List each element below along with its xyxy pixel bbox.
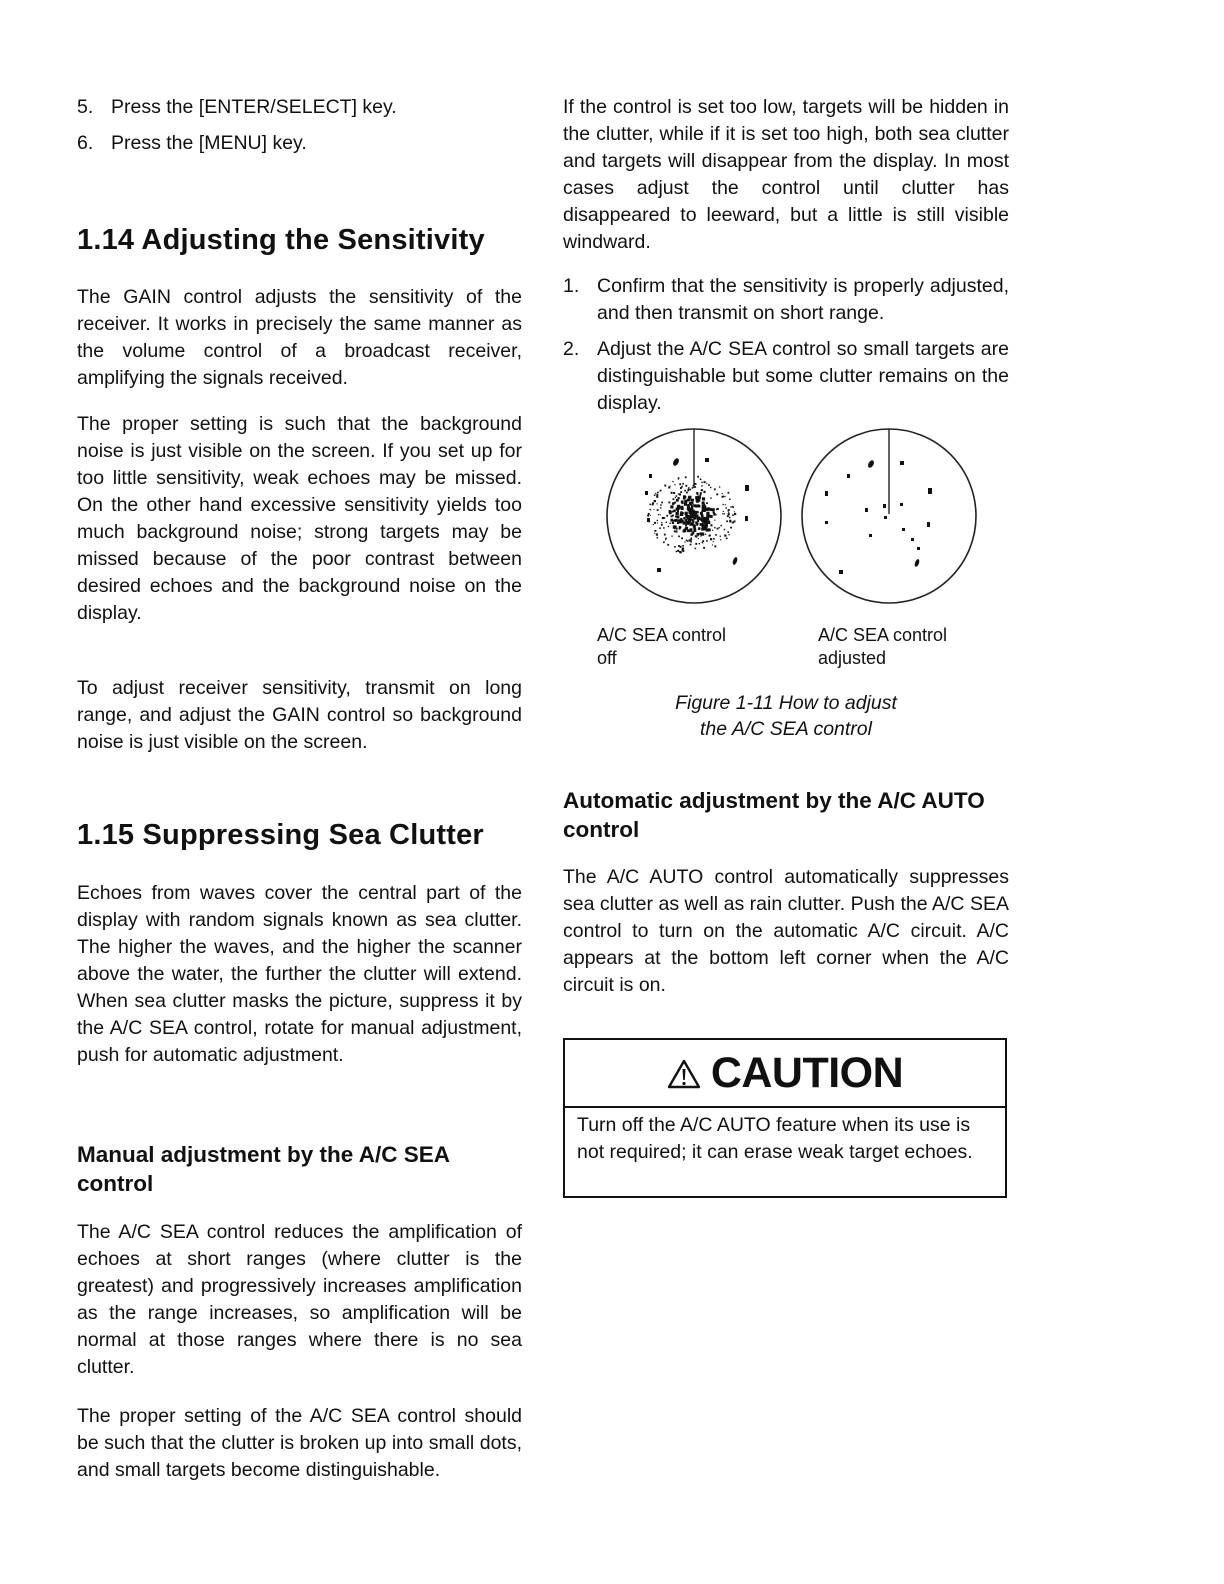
clutter-dot bbox=[677, 550, 679, 552]
clutter-dot bbox=[680, 546, 682, 548]
clutter-dot bbox=[703, 509, 706, 512]
clutter-dot bbox=[693, 527, 695, 529]
clutter-dot bbox=[653, 524, 654, 525]
clutter-dot bbox=[696, 522, 698, 524]
clutter-dot bbox=[656, 496, 658, 498]
clutter-dot bbox=[657, 523, 658, 524]
clutter-dot bbox=[728, 492, 730, 494]
clutter-dot bbox=[660, 507, 661, 508]
clutter-dot bbox=[656, 494, 658, 496]
clutter-dot bbox=[674, 546, 676, 548]
clutter-dot bbox=[727, 515, 729, 517]
clutter-dot bbox=[701, 485, 702, 486]
clutter-dot bbox=[707, 507, 710, 510]
clutter-dot bbox=[657, 503, 658, 504]
clutter-dot bbox=[664, 534, 666, 536]
clutter-dot bbox=[684, 490, 686, 492]
radar-scope-off bbox=[607, 429, 781, 603]
clutter-dot bbox=[710, 487, 711, 488]
clutter-dot bbox=[685, 485, 687, 487]
clutter-dot bbox=[657, 509, 659, 511]
clutter-dot bbox=[697, 518, 699, 520]
clutter-dot bbox=[654, 500, 655, 501]
figure-title: Figure 1-11 How to adjust the A/C SEA control bbox=[675, 692, 897, 740]
clutter-dot bbox=[676, 499, 679, 502]
clutter-dot bbox=[698, 527, 701, 530]
clutter-dot bbox=[663, 527, 665, 529]
clutter-dot bbox=[649, 509, 650, 510]
clutter-dot bbox=[702, 540, 704, 542]
clutter-dot bbox=[683, 530, 685, 532]
clutter-dot bbox=[695, 486, 697, 488]
clutter-dot bbox=[656, 534, 658, 536]
clutter-dot bbox=[734, 513, 736, 515]
clutter-dot bbox=[673, 492, 675, 494]
clutter-dot bbox=[682, 502, 684, 504]
paragraph: The A/C SEA control reduces the amplification of echoes at short ranges (where clutter is the greatest) and progressively increases amplification as the range increases, so amplification will be normal at those ranges where there is no sea clutter. bbox=[77, 1221, 522, 1378]
clutter-dot bbox=[697, 493, 699, 495]
clutter-dot bbox=[690, 544, 692, 546]
clutter-dot bbox=[657, 537, 659, 539]
clutter-dot bbox=[681, 508, 683, 510]
clutter-dot bbox=[691, 502, 693, 504]
clutter-dot bbox=[664, 541, 665, 542]
clutter-dot bbox=[676, 551, 677, 552]
clutter-dot bbox=[671, 515, 673, 517]
caution-box bbox=[563, 1038, 1007, 1198]
paragraph: Echoes from waves cover the central part of the display with random signals known as sea clutter. The higher the waves, and the higher the scanner above the water, the further the clutter will extend. When sea clutter masks the picture, suppress it by the A/C SEA control, rotate for manual adjustment, push for automatic adjustment. bbox=[77, 882, 522, 1066]
clutter-dot bbox=[653, 509, 654, 510]
clutter-dot bbox=[722, 513, 723, 514]
subheading-manual: Manual adjustment by the A/C SEA control bbox=[77, 1142, 450, 1196]
clutter-dot bbox=[680, 552, 682, 554]
clutter-dot bbox=[671, 536, 672, 537]
clutter-dot bbox=[729, 499, 731, 501]
clutter-dot bbox=[679, 493, 681, 495]
clutter-dot bbox=[698, 538, 699, 539]
clutter-dot bbox=[670, 519, 673, 522]
clutter-dot bbox=[674, 528, 675, 529]
clutter-dot bbox=[729, 534, 730, 535]
clutter-dot bbox=[668, 487, 670, 489]
clutter-dot bbox=[696, 500, 699, 503]
clutter-dot bbox=[710, 497, 711, 498]
clutter-dot bbox=[691, 499, 694, 502]
clutter-dot bbox=[701, 489, 703, 491]
clutter-dot bbox=[692, 487, 694, 489]
clutter-dot bbox=[715, 515, 716, 516]
clutter-dot bbox=[734, 511, 735, 512]
clutter-dot bbox=[690, 522, 693, 525]
clutter-dot bbox=[688, 498, 691, 501]
clutter-dot bbox=[693, 512, 696, 515]
clutter-dot bbox=[686, 522, 689, 525]
clutter-dot bbox=[665, 539, 666, 540]
clutter-dot bbox=[673, 498, 675, 500]
clutter-dot bbox=[685, 476, 687, 478]
clutter-dot bbox=[709, 535, 711, 537]
clutter-dot bbox=[658, 514, 659, 515]
clutter-dot bbox=[695, 543, 697, 545]
clutter-dot bbox=[695, 548, 697, 550]
figure-caption-adjusted: A/C SEA control adjusted bbox=[818, 625, 948, 668]
figure-caption-off: A/C SEA control off bbox=[597, 625, 727, 668]
clutter-dot bbox=[680, 518, 683, 521]
paragraph: To adjust receiver sensitivity, transmit on long range, and adjust the GAIN control so background noise is just visible on the screen. bbox=[77, 677, 522, 753]
radar-figure bbox=[599, 428, 1019, 608]
clutter-dot bbox=[674, 484, 675, 485]
clutter-dot bbox=[661, 502, 663, 504]
clutter-dot bbox=[730, 527, 732, 529]
paragraph: The proper setting of the A/C SEA control should be such that the clutter is broken up into small dots, and small targets become distinguishable. bbox=[77, 1405, 522, 1481]
clutter-dot bbox=[673, 510, 676, 513]
clutter-dot bbox=[697, 535, 698, 536]
section-heading-1-15: 1.15 Suppressing Sea Clutter bbox=[77, 819, 484, 851]
clutter-dot bbox=[668, 502, 670, 504]
clutter-dot bbox=[676, 495, 678, 497]
clutter-dot bbox=[680, 491, 682, 493]
clutter-dot bbox=[655, 530, 657, 532]
clutter-dot bbox=[660, 490, 662, 492]
clutter-dot bbox=[699, 517, 702, 520]
clutter-dot bbox=[706, 483, 707, 484]
clutter-dot bbox=[666, 515, 668, 517]
clutter-dot bbox=[660, 504, 662, 506]
clutter-dot bbox=[712, 544, 713, 545]
clutter-dot bbox=[726, 507, 727, 508]
clutter-dot bbox=[678, 546, 679, 547]
caution-title: CAUTION bbox=[710, 1049, 904, 1097]
clutter-dot bbox=[689, 539, 691, 541]
clutter-dot bbox=[701, 515, 704, 518]
clutter-dot bbox=[728, 510, 730, 512]
target-echoes-adjusted bbox=[825, 459, 932, 574]
clutter-dot bbox=[661, 524, 663, 526]
clutter-dot bbox=[650, 504, 652, 506]
clutter-dot bbox=[732, 522, 734, 524]
clutter-dot bbox=[702, 542, 704, 544]
clutter-dot bbox=[697, 504, 699, 506]
clutter-dot bbox=[713, 541, 714, 542]
clutter-dot bbox=[654, 495, 656, 497]
paragraph: The GAIN control adjusts the sensitivity of the receiver. It works in precisely the same manner as the volume control of a broadcast receiver, amplifying the signals received. bbox=[77, 286, 522, 389]
step-list bbox=[563, 273, 1009, 417]
clutter-dot bbox=[723, 511, 724, 512]
clutter-dot bbox=[676, 512, 679, 515]
clutter-dot bbox=[678, 477, 680, 479]
clutter-dot bbox=[703, 547, 705, 549]
clutter-dot bbox=[714, 520, 715, 521]
clutter-dot bbox=[710, 508, 712, 510]
clutter-dot bbox=[688, 496, 690, 498]
warning-icon bbox=[667, 1059, 701, 1089]
clutter-dot bbox=[697, 476, 699, 478]
clutter-dot bbox=[647, 515, 649, 517]
clutter-dot bbox=[700, 492, 702, 494]
section-heading-1-14: 1.14 Adjusting the Sensitivity bbox=[77, 224, 485, 256]
clutter-dot bbox=[675, 516, 677, 518]
clutter-dot bbox=[700, 494, 702, 496]
clutter-dot bbox=[682, 545, 684, 547]
clutter-dot bbox=[728, 513, 730, 515]
clutter-dot bbox=[692, 514, 695, 517]
clutter-dot bbox=[722, 496, 724, 498]
clutter-dot bbox=[674, 530, 676, 532]
clutter-dot bbox=[669, 523, 670, 524]
clutter-dot bbox=[679, 483, 681, 485]
clutter-dot bbox=[726, 538, 728, 540]
clutter-dot bbox=[670, 505, 673, 508]
clutter-dot bbox=[680, 487, 682, 489]
clutter-dot bbox=[716, 514, 717, 515]
clutter-dot bbox=[720, 536, 721, 537]
clutter-dot bbox=[714, 488, 716, 490]
clutter-dot bbox=[715, 534, 717, 536]
clutter-dot bbox=[703, 491, 705, 493]
clutter-dot bbox=[706, 512, 709, 515]
clutter-dot bbox=[706, 528, 709, 531]
list-item: 6. Press the [MENU] key. bbox=[77, 132, 307, 154]
clutter-dot bbox=[729, 521, 731, 523]
clutter-dot bbox=[712, 508, 715, 511]
clutter-dot bbox=[692, 532, 695, 535]
clutter-dot bbox=[679, 526, 682, 529]
clutter-dot bbox=[726, 520, 728, 522]
sea-clutter-cluster bbox=[647, 476, 736, 554]
clutter-dot bbox=[676, 528, 678, 530]
clutter-dot bbox=[669, 510, 672, 513]
clutter-dot bbox=[683, 517, 685, 519]
clutter-dot bbox=[686, 540, 687, 541]
clutter-dot bbox=[673, 520, 675, 522]
clutter-dot bbox=[701, 533, 704, 536]
clutter-dot bbox=[686, 492, 688, 494]
clutter-dot bbox=[667, 544, 669, 546]
clutter-dot bbox=[681, 537, 683, 539]
clutter-dot bbox=[723, 504, 724, 505]
clutter-dot bbox=[684, 503, 687, 506]
list-item: 1. Confirm that the sensitivity is properly adjusted, and then transmit on short range. bbox=[563, 275, 1009, 324]
list-item: 5. Press the [ENTER/SELECT] key. bbox=[77, 96, 397, 118]
clutter-dot bbox=[713, 511, 715, 513]
clutter-dot bbox=[704, 481, 706, 483]
clutter-dot bbox=[672, 522, 674, 524]
clutter-dot bbox=[717, 528, 719, 530]
clutter-dot bbox=[705, 525, 708, 528]
step-list-top bbox=[77, 94, 525, 157]
clutter-dot bbox=[702, 520, 705, 523]
clutter-dot bbox=[719, 486, 720, 487]
clutter-dot bbox=[678, 497, 680, 499]
clutter-dot bbox=[654, 522, 656, 524]
clutter-dot bbox=[724, 496, 725, 497]
clutter-dot bbox=[724, 529, 726, 531]
clutter-dot bbox=[716, 493, 718, 495]
clutter-dot bbox=[691, 505, 693, 507]
clutter-dot bbox=[666, 522, 667, 523]
clutter-dot bbox=[696, 515, 698, 517]
clutter-dot bbox=[688, 487, 689, 488]
clutter-dot bbox=[677, 519, 679, 521]
clutter-dot bbox=[662, 517, 664, 519]
clutter-dot bbox=[707, 521, 710, 524]
clutter-dot bbox=[706, 540, 708, 542]
clutter-dot bbox=[700, 479, 701, 480]
clutter-dot bbox=[724, 535, 726, 537]
clutter-dot bbox=[684, 496, 687, 499]
clutter-dot bbox=[685, 541, 686, 542]
clutter-dot bbox=[732, 506, 733, 507]
clutter-dot bbox=[705, 534, 706, 535]
clutter-dot bbox=[700, 512, 703, 515]
clutter-dot bbox=[648, 513, 650, 515]
clutter-dot bbox=[691, 538, 693, 540]
clutter-dot bbox=[657, 520, 658, 521]
subheading-auto: Automatic adjustment by the A/C AUTO control bbox=[563, 788, 985, 842]
clutter-dot bbox=[710, 515, 713, 518]
clutter-dot bbox=[668, 526, 669, 527]
clutter-dot bbox=[675, 497, 676, 498]
clutter-dot bbox=[702, 502, 705, 505]
clutter-dot bbox=[671, 492, 673, 494]
clutter-dot bbox=[710, 524, 712, 526]
list-item: 2. Adjust the A/C SEA control so small targets are distinguishable but some clutter remains on the display. bbox=[563, 338, 1009, 414]
clutter-dot bbox=[689, 511, 692, 514]
clutter-dot bbox=[676, 531, 678, 533]
clutter-dot bbox=[680, 511, 683, 514]
clutter-dot bbox=[701, 482, 702, 483]
clutter-dot bbox=[664, 485, 666, 487]
clutter-dot bbox=[721, 525, 723, 527]
clutter-dot bbox=[694, 529, 697, 532]
clutter-dot bbox=[700, 523, 703, 526]
clutter-dot bbox=[702, 497, 705, 500]
clutter-dot bbox=[722, 493, 723, 494]
clutter-dot bbox=[659, 527, 661, 529]
clutter-dot bbox=[720, 539, 721, 540]
clutter-dot bbox=[685, 527, 688, 530]
clutter-dot bbox=[672, 511, 674, 513]
paragraph: The A/C AUTO control automatically suppresses sea clutter as well as rain clutter. Push the A/C SEA control to turn on the automatic A/C circuit. A/C appears at the bottom left corner when the A/C circuit is on. bbox=[563, 866, 1009, 996]
clutter-dot bbox=[698, 496, 701, 499]
clutter-dot bbox=[732, 514, 734, 516]
clutter-dot bbox=[682, 483, 684, 485]
clutter-dot bbox=[725, 504, 726, 505]
clutter-dot bbox=[690, 489, 692, 491]
paragraph: The proper setting is such that the background noise is just visible on the screen. If you set up for too little sensitivity, weak echoes may be missed. On the other hand excessive sensitivity yields too much background noise; strong targets may be missed because of the poor contrast between desired echoes and the background noise on the display. bbox=[77, 413, 522, 624]
clutter-dot bbox=[677, 505, 680, 508]
clutter-dot bbox=[719, 527, 720, 528]
clutter-dot bbox=[727, 531, 728, 532]
clutter-dot bbox=[688, 517, 691, 520]
clutter-dot bbox=[678, 493, 679, 494]
clutter-dot bbox=[652, 502, 654, 504]
clutter-dot bbox=[654, 533, 655, 534]
clutter-dot bbox=[688, 488, 690, 490]
clutter-dot bbox=[710, 538, 712, 540]
clutter-dot bbox=[665, 538, 667, 540]
clutter-dot bbox=[655, 493, 656, 494]
clutter-dot bbox=[708, 484, 710, 486]
clutter-dot bbox=[676, 516, 679, 519]
clutter-dot bbox=[706, 502, 708, 504]
clutter-dot bbox=[687, 507, 690, 510]
clutter-dot bbox=[696, 536, 697, 537]
clutter-dot bbox=[714, 545, 716, 547]
clutter-dot bbox=[678, 536, 680, 538]
clutter-dot bbox=[724, 513, 725, 514]
clutter-dot bbox=[729, 517, 731, 519]
clutter-dot bbox=[675, 519, 677, 521]
clutter-dot bbox=[730, 506, 731, 507]
clutter-dot bbox=[672, 503, 674, 505]
clutter-dot bbox=[687, 504, 690, 507]
clutter-dot bbox=[695, 505, 698, 508]
caution-text: Turn off the A/C AUTO feature when its use is not required; it can erase weak target echoes. bbox=[577, 1114, 973, 1163]
clutter-dot bbox=[693, 485, 695, 487]
clutter-dot bbox=[650, 515, 651, 516]
clutter-dot bbox=[675, 526, 677, 528]
clutter-dot bbox=[713, 538, 715, 540]
clutter-dot bbox=[717, 508, 719, 510]
clutter-dot bbox=[685, 515, 688, 518]
clutter-dot bbox=[677, 522, 679, 524]
clutter-dot bbox=[657, 492, 659, 494]
radar-scope-adjusted bbox=[802, 429, 976, 603]
paragraph: If the control is set too low, targets will be hidden in the clutter, while if it is set too high, both sea clutter and targets will disappear from the display. In most cases adjust the control until clutter has disappeared to leeward, but a little is still visible windward. bbox=[563, 96, 1009, 253]
caution-header bbox=[565, 1040, 1005, 1108]
clutter-dot bbox=[699, 543, 700, 544]
clutter-dot bbox=[661, 522, 662, 523]
clutter-dot bbox=[672, 481, 673, 482]
clutter-dot bbox=[694, 483, 696, 485]
clutter-dot bbox=[682, 549, 684, 551]
clutter-dot bbox=[660, 514, 661, 515]
clutter-dot bbox=[714, 527, 715, 528]
clutter-dot bbox=[712, 530, 713, 531]
